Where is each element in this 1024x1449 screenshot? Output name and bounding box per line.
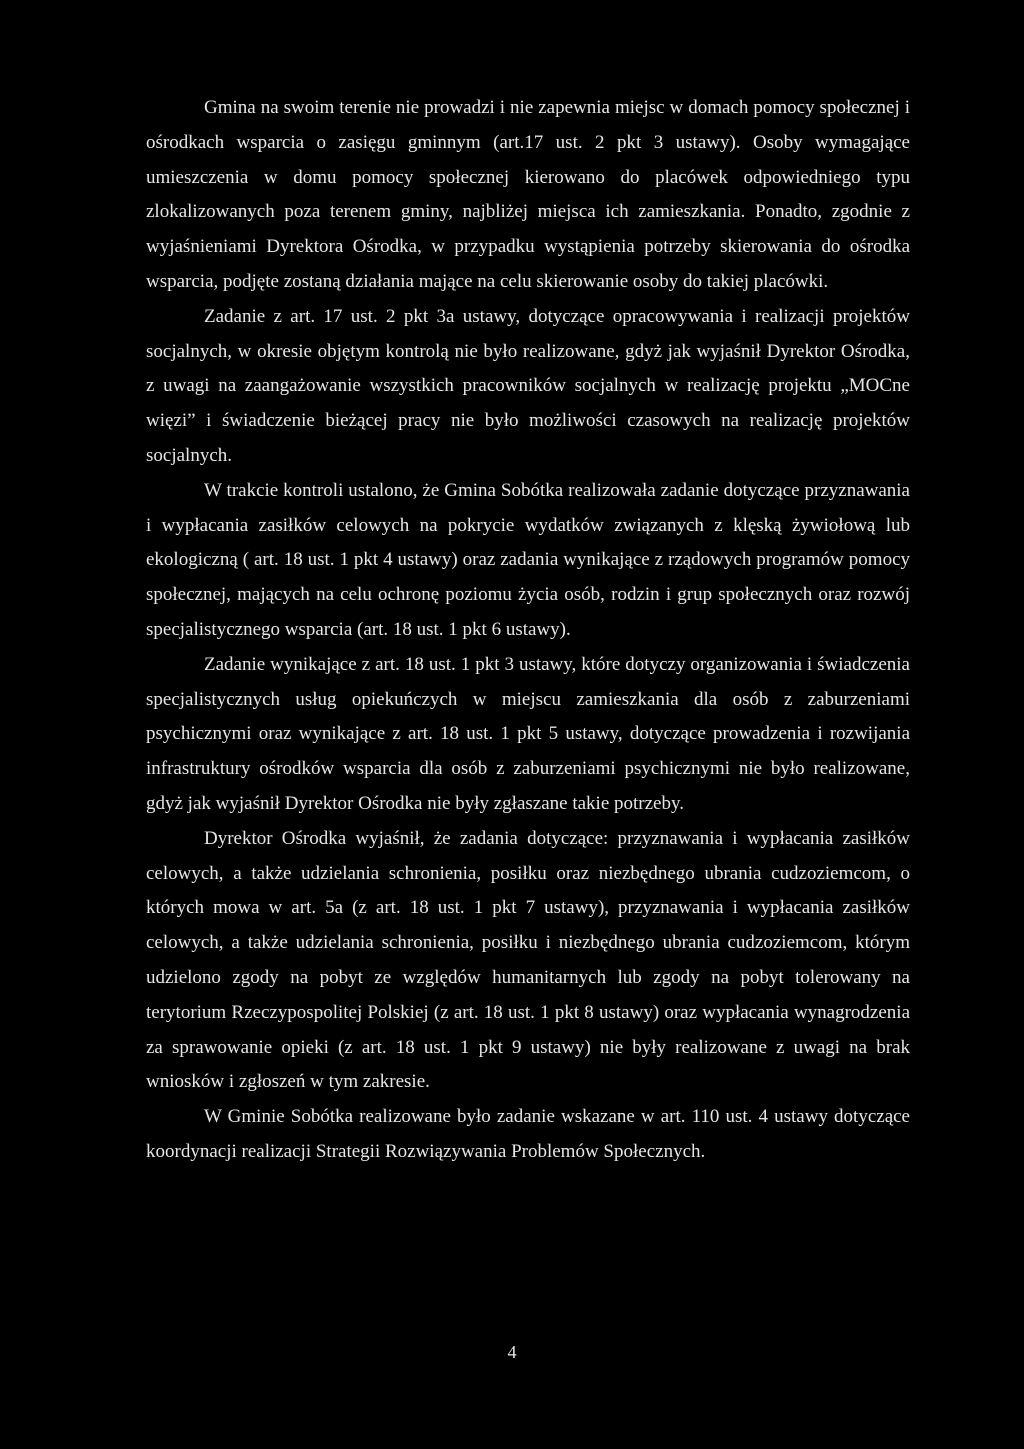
paragraph: Gmina na swoim terenie nie prowadzi i nie zapewnia miejsc w domach pomocy społecznej i ośrodkach wsparcia o zasięgu gminnym (art.17 ust. 2 pkt 3 ustawy). Osoby wymagające umieszczenia w domu pomocy społecznej kierowano do placówek odpowiedniego typu zlokalizowanych poza terenem gminy, najbliżej miejsca ich zamieszkania. Ponadto, zgodnie z wyjaśnieniami Dyrektora Ośrodka, w przypadku wystąpienia potrzeby skierowania do ośrodka wsparcia, podjęte zostaną działania mające na celu skierowanie osoby do takiej placówki. (146, 97, 910, 292)
paragraph: Zadanie z art. 17 ust. 2 pkt 3a ustawy, dotyczące opracowywania i realizacji projektów socjalnych, w okresie objętym kontrolą nie było realizowane, gdyż jak wyjaśnił Dyrektor Ośrodka, z uwagi na zaangażowanie wszystkich pracowników socjalnych w realizację projektu „MOCne więzi” i świadczenie bieżącej pracy nie było możliwości czasowych na realizację projektów socjalnych. (146, 305, 910, 466)
paragraph: Dyrektor Ośrodka wyjaśnił, że zadania dotyczące: przyznawania i wypłacania zasiłków celowych, a także udzielania schronienia, posiłku oraz niezbędnego ubrania cudzoziemcom, o których mowa w art. 5a (z art. 18 ust. 1 pkt 7 ustawy), przyznawania i wypłacania zasiłków celowych, a także udzielania schronienia, posiłku i niezbędnego ubrania cudzoziemcom, którym udzielono zgody na pobyt ze względów humanitarnych lub zgody na pobyt tolerowany na terytorium Rzeczypospolitej Polskiej (z art. 18 ust. 1 pkt 8 ustawy) oraz wypłacania wynagrodzenia za sprawowanie opieki (z art. 18 ust. 1 pkt 9 ustawy) nie były realizowane z uwagi na brak wniosków i zgłoszeń w tym zakresie. (146, 827, 910, 1093)
paragraph: Zadanie wynikające z art. 18 ust. 1 pkt 3 ustawy, które dotyczy organizowania i świadczenia specjalistycznych usług opiekuńczych w miejscu zamieszkania dla osób z zaburzeniami psychicznymi oraz wynikające z art. 18 ust. 1 pkt 5 ustawy, dotyczące prowadzenia i rozwijania infrastruktury ośrodków wsparcia dla osób z zaburzeniami psychicznymi nie było realizowane, gdyż jak wyjaśnił Dyrektor Ośrodka nie były zgłaszane takie potrzeby. (146, 653, 910, 814)
document-body (146, 91, 910, 1170)
page-number: 4 (507, 1342, 517, 1362)
paragraph: W trakcie kontroli ustalono, że Gmina Sobótka realizowała zadanie dotyczące przyznawania i wypłacania zasiłków celowych na pokrycie wydatków związanych z klęską żywiołową lub ekologiczną ( art. 18 ust. 1 pkt 4 ustawy) oraz zadania wynikające z rządowych programów pomocy społecznej, mających na celu ochronę poziomu życia osób, rodzin i grup społecznych oraz rozwój specjalistycznego wsparcia (art. 18 ust. 1 pkt 6 ustawy). (146, 479, 910, 640)
paragraph: W Gminie Sobótka realizowane było zadanie wskazane w art. 110 ust. 4 ustawy dotyczące koordynacji realizacji Strategii Rozwiązywania Problemów Społecznych. (146, 1106, 910, 1162)
